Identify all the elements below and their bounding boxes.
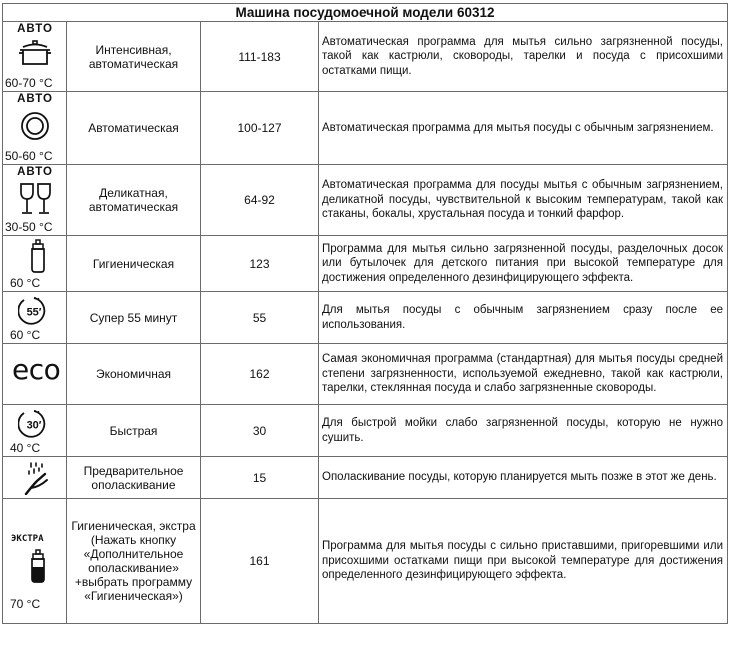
table-row [3,457,728,499]
program-table [2,3,728,624]
program-duration: 55 [201,292,319,344]
timer-30-icon [18,409,50,439]
program-description: Для быстрой мойки слабо загрязненной посуды, которую не нужно сушить. [319,405,728,457]
program-icon-cell [3,457,67,499]
auto-label: АВТО [17,23,53,35]
auto-label: АВТО [17,166,53,178]
program-name: Предварительное ополаскивание [67,457,201,499]
pot-icon [19,40,51,68]
program-description: Ополаскивание посуды, которую планируется мыть позже в этот же день. [319,457,728,499]
program-duration: 15 [201,457,319,499]
eco-icon: eco [12,353,61,386]
program-description: Автоматическая программа для мытья посуды с обычным загрязнением. [319,92,728,165]
program-name: Гигиеническая [67,236,201,292]
program-duration: 162 [201,344,319,405]
program-duration: 64-92 [201,165,319,236]
program-icon-cell [3,292,67,344]
program-icon-cell [3,22,67,92]
baby-bottle-icon [29,239,47,273]
program-description: Автоматическая программа для посуды мытья с обычным загрязнением, деликатной посуды, чувствительной к высоким температурам, такой как стаканы, бокалы, хрустальная посуда и тонкий фарфор. [319,165,728,236]
program-description: Самая экономичная программа (стандартная) для мытья посуды средней степени загрязненности, используемой ежедневно, такой как кастрюли, тарелки, стеклянная посуда и слабо загрязненные сковороды. [319,344,728,405]
program-name: Экономичная [67,344,201,405]
table-row [3,292,728,344]
timer-badge-text: 55′ [26,306,42,319]
table-row [3,499,728,624]
program-duration: 100-127 [201,92,319,165]
program-duration: 30 [201,405,319,457]
program-description: Для мытья посуды с обычным загрязнением сразу после ее использования. [319,292,728,344]
program-icon-cell [3,92,67,165]
program-description: Программа для мытья посуды с сильно приставшими, пригоревшими или присохшими остатками пищи при высокой температуре для достижения определенного дезинфицирующего эффекта. [319,499,728,624]
table-row [3,405,728,457]
extra-label: ЭКСТРА [11,534,44,544]
program-name: Деликатная, автоматическая [67,165,201,236]
temperature-label: 60 °C [10,328,41,342]
table-row [3,22,728,92]
table-row [3,165,728,236]
timer-badge-text: 30′ [26,419,42,432]
glasses-icon [19,182,53,216]
table-row [3,236,728,292]
temperature-label: 60 °C [10,276,41,290]
plate-icon [20,111,50,141]
program-icon-cell [3,344,67,405]
temperature-label: 30-50 °C [5,220,53,234]
program-name: Быстрая [67,405,201,457]
program-name: Гигиеническая, экстра (Нажать кнопку «Дополнительное ополаскивание» +выбрать программу «Гигиеническая») [67,499,201,624]
program-icon-cell [3,499,67,624]
program-duration: 161 [201,499,319,624]
program-duration: 123 [201,236,319,292]
program-icon-cell [3,236,67,292]
baby-bottle-filled-icon [29,549,47,583]
auto-label: АВТО [17,93,53,105]
table-title: Машина посудомоечной модели 60312 [3,4,728,22]
table-row [3,344,728,405]
temperature-label: 50-60 °C [5,149,53,163]
rinse-icon [23,461,51,495]
temperature-label: 60-70 °C [5,76,53,90]
program-description: Автоматическая программа для мытья сильно загрязненной посуды, такой как кастрюли, сковороды, тарелки и посуда с присохшими остатками пищи. [319,22,728,92]
table-title-row [3,4,728,22]
program-icon-cell [3,405,67,457]
program-duration: 111-183 [201,22,319,92]
program-icon-cell [3,165,67,236]
program-name: Супер 55 минут [67,292,201,344]
temperature-label: 70 °C [10,597,41,611]
temperature-label: 40 °C [10,441,41,455]
program-name: Автоматическая [67,92,201,165]
timer-55-icon [18,296,50,326]
table-row [3,92,728,165]
program-description: Программа для мытья сильно загрязненной посуды, разделочных досок или бутылочек для детского питания при высокой температуре для достижения определенного дезинфицирующего эффекта. [319,236,728,292]
program-name: Интенсивная, автоматическая [67,22,201,92]
